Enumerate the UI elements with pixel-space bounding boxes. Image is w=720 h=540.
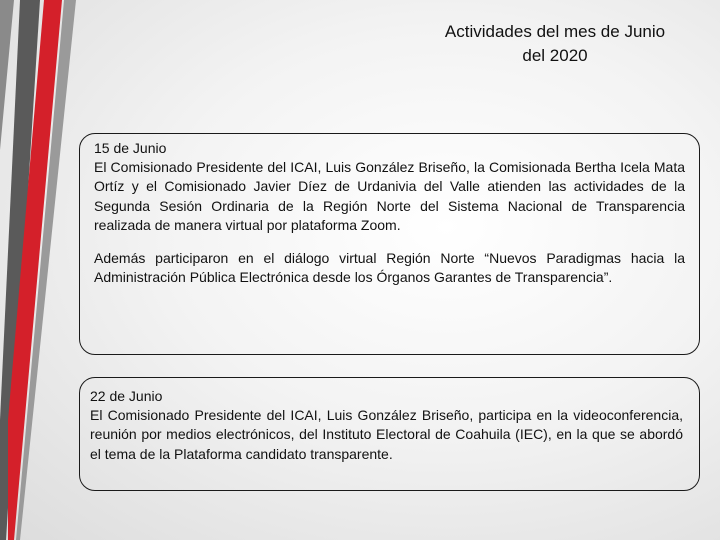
event-date: 15 de Junio [94, 140, 167, 156]
event-paragraph: El Comisionado Presidente del ICAI, Luis González Briseño, la Comisionada Bertha Icela Mata Ortíz y el Comisionado Javier Díez de Urdanivia del Valle atienden las actividades de la Segunda Sesión Ordinaria de la Región Norte del Sistema Nacional de Transparencia realizada de manera virtual por plataforma Zoom. [94, 159, 685, 233]
event-date: 22 de Junio [90, 388, 163, 404]
gray-stripe-outer [0, 0, 14, 150]
event-paragraph: El Comisionado Presidente del ICAI, Luis González Briseño, participa en la videoconferencia, reunión por medios electrónicos, del Instituto Electoral de Coahuila (IEC), en la que se abordó el tema de la Plataforma candidato transparente. [90, 407, 683, 462]
event-box-june-22 [79, 377, 700, 491]
decorative-side-stripes [0, 0, 80, 540]
page-title-line1: Actividades del mes de Junio [444, 22, 666, 41]
event-paragraph: Además participaron en el diálogo virtual Región Norte “Nuevos Paradigmas hacia la Administración Pública Electrónica desde los Órganos Garantes de Transparencia”. [94, 250, 685, 286]
page-title [400, 20, 710, 68]
event-box-june-15 [79, 133, 700, 355]
page-title-line2: del 2020 [522, 46, 588, 65]
